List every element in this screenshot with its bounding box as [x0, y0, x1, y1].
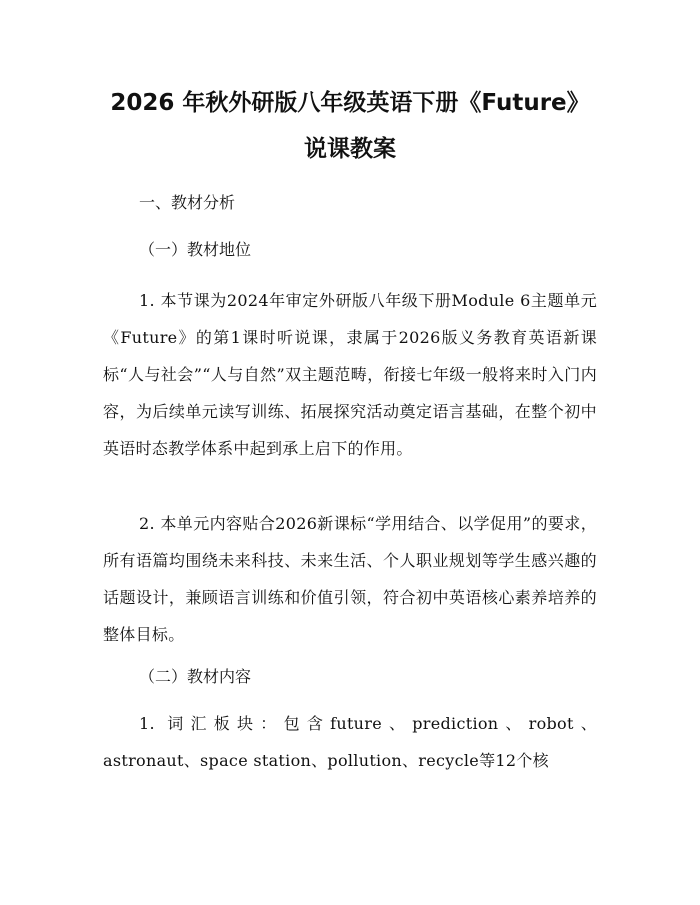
document-title-line2: 说课教案: [304, 136, 396, 162]
paragraph-textbook-status-1: 1. 本节课为2024年审定外研版八年级下册Module 6主题单元《Future》的第1课时听说课，隶属于2026版义务教育英语新课标“人与社会”“人与自然”双主题范畴，衔接七年级一般将来时入门内容，为后续单元读写训练、拓展探究活动奠定语言基础，在整个初中英语时态教学体系中起到承上启下的作用。: [103, 291, 597, 458]
subsection-heading-textbook-status: （一）教材地位: [139, 240, 252, 259]
section-heading-textbook-analysis: 一、教材分析: [139, 193, 236, 212]
paragraph-textbook-status-2: 2. 本单元内容贴合2026新课标“学用结合、以学促用”的要求，所有语篇均围绕未来科技、未来生活、个人职业规划等学生感兴趣的话题设计，兼顾语言训练和价值引领，符合初中英语核心素养培养的整体目标。: [103, 514, 597, 644]
paragraph-vocabulary-section: 1. 词汇板块：包含future、prediction、robot、astronaut、space station、pollution、recycle等12个核: [103, 714, 597, 770]
subsection-heading-textbook-content: （二）教材内容: [139, 667, 252, 686]
document-title-line1: 2026 年秋外研版八年级英语下册《Future》: [110, 90, 590, 116]
